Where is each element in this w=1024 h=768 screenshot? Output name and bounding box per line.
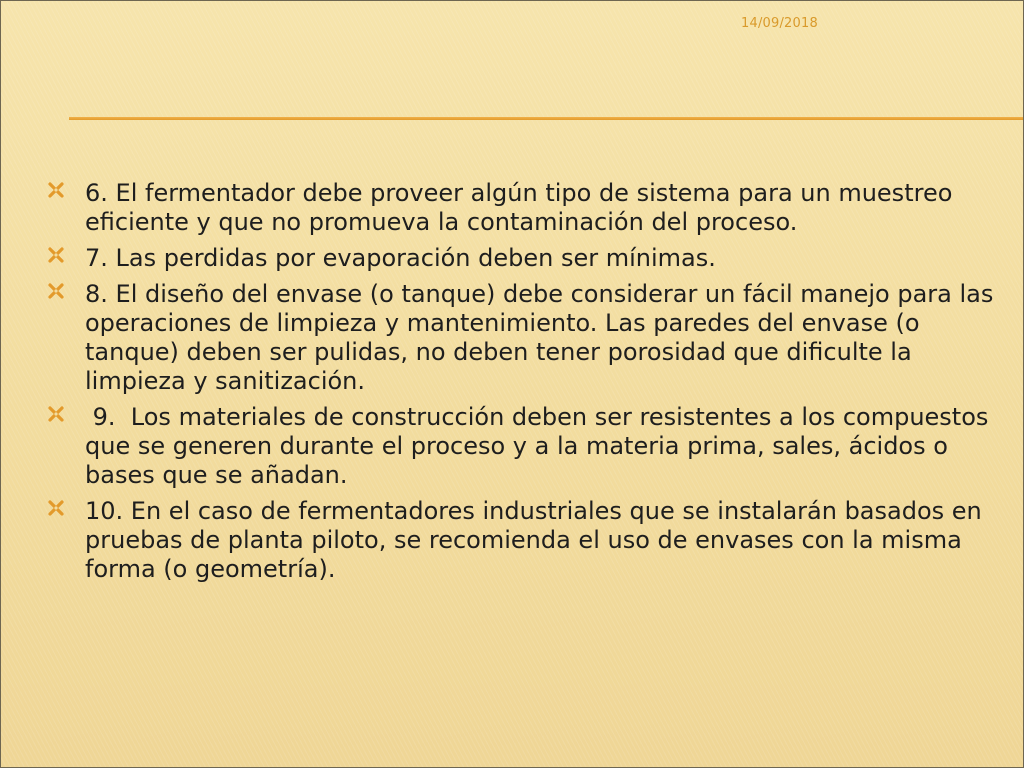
list-item xyxy=(41,497,1001,584)
list-item xyxy=(41,403,1001,490)
list-item-text: 9. Los materiales de construcción deben ser resistentes a los compuestos que se generen durante el proceso y a la materia prima, sales, ácidos o bases que se añadan. xyxy=(85,403,997,489)
list-item xyxy=(41,244,1001,273)
x-mark-bullet-icon xyxy=(46,245,66,265)
slide-date: 14/09/2018 xyxy=(741,16,818,31)
x-mark-bullet-icon xyxy=(46,404,66,424)
list-item-text: 6. El fermentador debe proveer algún tipo de sistema para un muestreo eficiente y que no promueva la contaminación del proceso. xyxy=(85,179,953,236)
title-rule xyxy=(69,117,1024,120)
x-mark-bullet-icon xyxy=(46,498,66,518)
x-mark-bullet-icon xyxy=(46,180,66,200)
list-item-text: 8. El diseño del envase (o tanque) debe considerar un fácil manejo para las operaciones de limpieza y mantenimiento. Las paredes del envase (o tanque) deben ser pulidas, no deben tener porosidad que dificulte la limpieza y sanitización. xyxy=(85,280,994,395)
list-item xyxy=(41,179,1001,237)
list-item-text: 7. Las perdidas por evaporación deben ser mínimas. xyxy=(85,244,716,272)
x-mark-bullet-icon xyxy=(46,281,66,301)
bullet-list xyxy=(41,179,1001,591)
list-item-text: 10. En el caso de fermentadores industriales que se instalarán basados en pruebas de planta piloto, se recomienda el uso de envases con la misma forma (o geometría). xyxy=(85,497,982,583)
list-item xyxy=(41,280,1001,396)
